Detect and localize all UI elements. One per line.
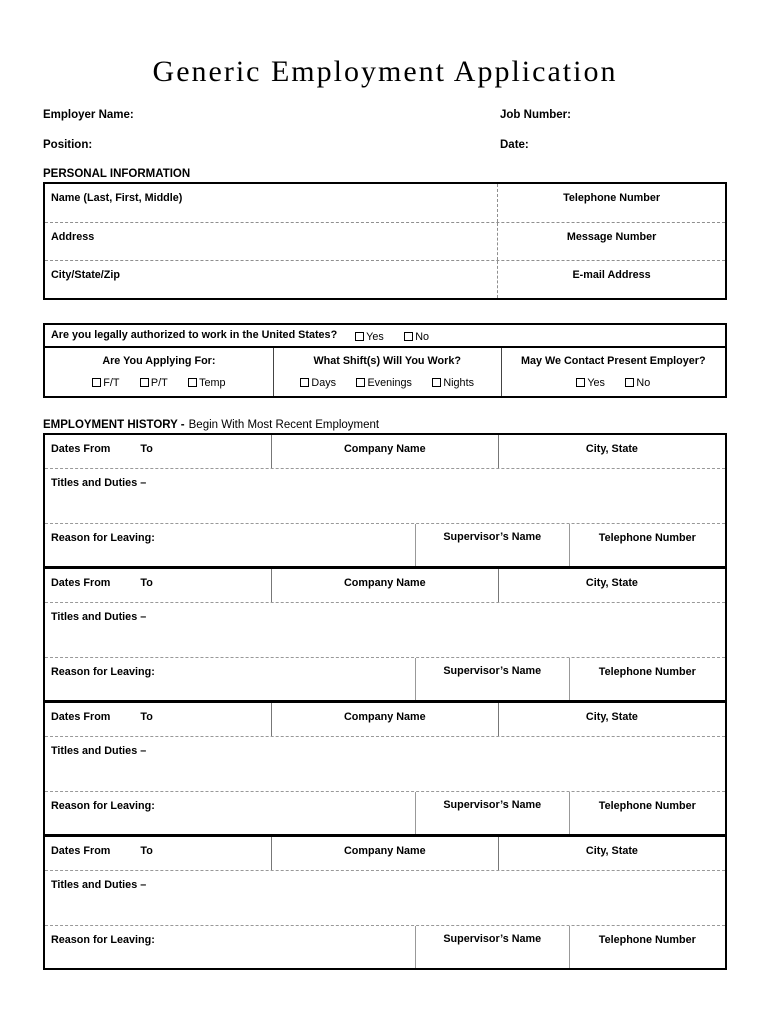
contact-yes-checkbox[interactable] [576,378,585,387]
city-state-zip-cell[interactable] [45,261,497,298]
to-label: To [140,845,153,857]
days-checkbox-label: Days [311,377,337,389]
document-title: Generic Employment Application [152,55,618,88]
contact-employer-options [502,373,725,391]
telephone-number-cell[interactable] [497,184,725,222]
employment-block-3 [45,700,725,834]
work-authorization-row [45,325,725,348]
days-checkbox[interactable] [300,378,309,387]
telephone-number-cell[interactable] [569,926,725,968]
titles-duties-cell[interactable] [45,737,725,792]
city-state-label: City, State [585,845,638,857]
contact-yes-option [576,377,605,389]
pt-checkbox[interactable] [140,378,149,387]
telephone-number-label: Telephone Number [598,934,696,946]
city-state-label: City, State [585,577,638,589]
name-cell[interactable] [45,184,497,222]
applying-for-column [45,348,273,396]
supervisor-name-cell[interactable] [415,926,569,968]
dates-from-label: Dates From [51,577,111,589]
name-label: Name (Last, First, Middle) [51,192,183,204]
job-number-field [500,106,727,123]
position-input-area[interactable] [92,136,212,148]
position-label: Position: [43,139,93,151]
table-row [45,222,725,260]
titles-duties-label: Titles and Duties – [51,611,147,623]
applying-for-header: Are You Applying For: [102,355,216,367]
telephone-number-label: Telephone Number [598,800,696,812]
ft-checkbox-label: F/T [103,377,120,389]
city-state-label: City, State [585,711,638,723]
employer-name-label: Employer Name: [43,109,134,121]
pt-option [140,377,168,389]
contact-employer-header: May We Contact Present Employer? [520,355,706,367]
company-name-label: Company Name [344,443,426,455]
evenings-checkbox[interactable] [356,378,365,387]
reason-for-leaving-cell[interactable] [45,658,415,700]
days-option [300,377,336,389]
reason-for-leaving-cell[interactable] [45,926,415,968]
date-label: Date: [500,139,529,151]
table-row [45,658,725,700]
table-row [45,703,725,737]
telephone-number-label: Telephone Number [598,532,696,544]
supervisor-name-label: Supervisor’s Name [443,665,542,677]
city-state-cell[interactable] [498,569,725,602]
city-state-cell[interactable] [498,837,725,870]
telephone-number-cell[interactable] [569,524,725,566]
job-number-label: Job Number: [500,109,571,121]
supervisor-name-cell[interactable] [415,658,569,700]
telephone-number-cell[interactable] [569,658,725,700]
personal-information-heading: PERSONAL INFORMATION [43,168,191,180]
supervisor-name-cell[interactable] [415,524,569,566]
dates-from-label: Dates From [51,443,111,455]
address-cell[interactable] [45,223,497,260]
contact-employer-column [501,348,725,396]
city-state-label: City, State [585,443,638,455]
reason-for-leaving-label: Reason for Leaving: [51,800,155,812]
reason-for-leaving-cell[interactable] [45,524,415,566]
titles-duties-cell[interactable] [45,603,725,658]
email-address-cell[interactable] [497,261,725,298]
reason-for-leaving-cell[interactable] [45,792,415,834]
position-field [43,136,500,153]
contact-no-checkbox-label: No [636,377,651,389]
table-row [45,792,725,834]
employment-block-4 [45,834,725,968]
ft-checkbox[interactable] [92,378,101,387]
temp-checkbox[interactable] [188,378,197,387]
telephone-number-label: Telephone Number [598,666,696,678]
employment-history-heading [43,418,727,432]
telephone-number-cell[interactable] [569,792,725,834]
titles-duties-label: Titles and Duties – [51,879,147,891]
evenings-checkbox-label: Evenings [367,377,412,389]
dates-cell[interactable] [45,703,271,736]
shifts-header: What Shift(s) Will You Work? [313,355,461,367]
no-checkbox[interactable] [404,332,413,341]
table-row [45,837,725,871]
temp-option [188,377,225,389]
message-number-cell[interactable] [497,223,725,260]
contact-no-checkbox[interactable] [625,378,634,387]
employment-block-2 [45,566,725,700]
employer-name-field [43,106,500,123]
company-name-cell[interactable] [271,569,498,602]
employer-name-input-area[interactable] [134,106,254,118]
applying-for-options [45,373,273,391]
work-auth-no-option [404,331,429,343]
table-row [45,569,725,603]
dates-from-label: Dates From [51,845,111,857]
employment-history-table [43,433,727,970]
reason-for-leaving-label: Reason for Leaving: [51,666,155,678]
contact-yes-checkbox-label: Yes [587,377,605,389]
evenings-option [356,377,411,389]
temp-checkbox-label: Temp [199,377,226,389]
titles-duties-label: Titles and Duties – [51,477,147,489]
table-row [45,435,725,469]
nights-checkbox[interactable] [432,378,441,387]
shifts-options [274,373,501,391]
city-state-cell[interactable] [498,435,725,468]
company-name-cell[interactable] [271,435,498,468]
employment-history-heading-note: Begin With Most Recent Employment [188,419,380,431]
to-label: To [140,711,153,723]
table-row [45,184,725,222]
dates-from-label: Dates From [51,711,111,723]
city-state-cell[interactable] [498,703,725,736]
job-number-input-area[interactable] [571,106,691,118]
yes-checkbox-label: Yes [366,330,384,343]
to-label: To [140,577,153,589]
nights-option [432,377,474,389]
eligibility-columns [45,348,725,396]
supervisor-name-cell[interactable] [415,792,569,834]
telephone-number-label: Telephone Number [563,192,661,204]
email-address-label: E-mail Address [572,269,651,281]
nights-checkbox-label: Nights [443,377,474,389]
personal-information-table [43,182,727,300]
table-row [45,926,725,968]
reason-for-leaving-label: Reason for Leaving: [51,532,155,544]
work-authorization-question: Are you legally authorized to work in the United States? [51,329,338,341]
date-field [500,136,727,153]
shifts-column [273,348,501,396]
header-fields [43,106,727,153]
company-name-cell[interactable] [271,703,498,736]
table-row [45,260,725,298]
ft-option [92,377,119,389]
pt-checkbox-label: P/T [150,377,168,389]
dates-cell[interactable] [45,837,271,870]
page-content [43,0,727,970]
contact-no-option [625,377,650,389]
titles-duties-cell[interactable] [45,871,725,926]
reason-for-leaving-label: Reason for Leaving: [51,934,155,946]
company-name-cell[interactable] [271,837,498,870]
city-state-zip-label: City/State/Zip [51,269,120,281]
company-name-label: Company Name [344,577,426,589]
employment-history-heading-bold: EMPLOYMENT HISTORY - [43,419,185,431]
work-auth-yes-option [355,331,384,343]
supervisor-name-label: Supervisor’s Name [443,799,542,811]
date-input-area[interactable] [529,136,649,148]
titles-duties-cell[interactable] [45,469,725,524]
titles-duties-label: Titles and Duties – [51,745,147,757]
eligibility-table [43,323,727,398]
company-name-label: Company Name [344,845,426,857]
dates-cell[interactable] [45,569,271,602]
employment-block-1 [45,435,725,566]
address-label: Address [51,231,95,243]
work-authorization-options [347,327,437,345]
supervisor-name-label: Supervisor’s Name [443,933,542,945]
dates-cell[interactable] [45,435,271,468]
table-row [45,524,725,566]
company-name-label: Company Name [344,711,426,723]
message-number-label: Message Number [566,231,657,243]
supervisor-name-label: Supervisor’s Name [443,531,542,543]
no-checkbox-label: No [415,330,430,343]
to-label: To [140,443,153,455]
yes-checkbox[interactable] [355,332,364,341]
